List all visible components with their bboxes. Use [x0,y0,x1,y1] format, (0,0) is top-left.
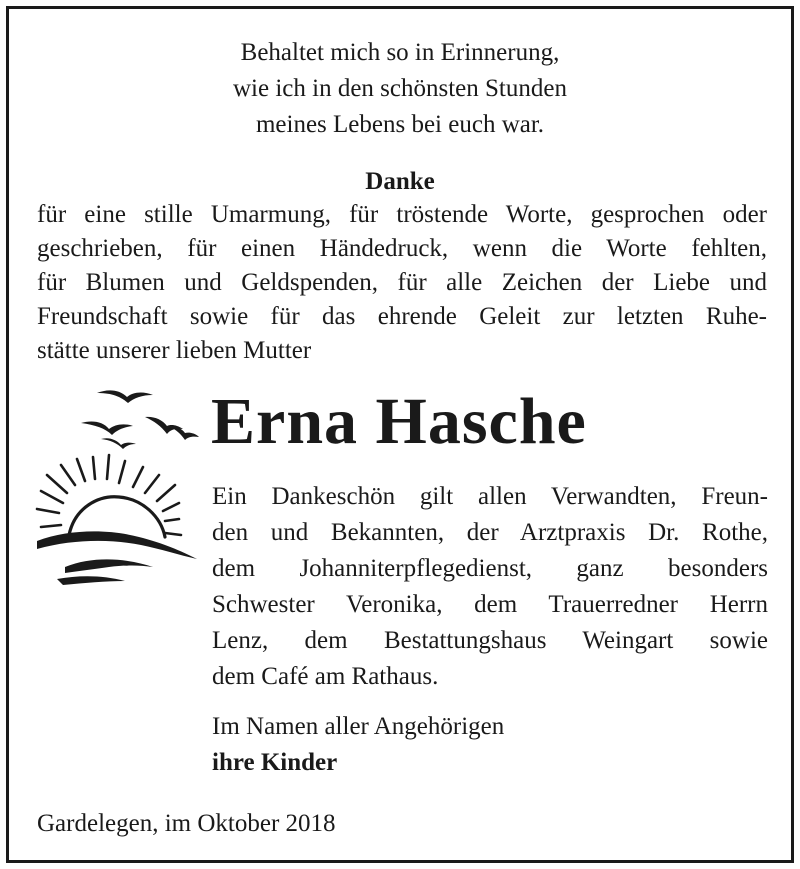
thanks-line: stätte unserer lieben Mutter [37,337,312,364]
closing-block [212,709,768,781]
poem-line: Behaltet mich so in Erinnerung, [240,39,560,66]
poem-line: meines Lebens bei euch war. [255,111,545,138]
place-date: Gardelegen, im Oktober 2018 [37,810,336,837]
thanks-line: für Blumen und Geldspenden, für alle Zeichen der Liebe und [37,269,767,296]
acknowledgement-paragraph [212,479,768,695]
acknowledgement-line: Ein Dankeschön gilt allen Verwandten, Freun- [212,483,768,510]
thanks-paragraph [37,198,767,368]
acknowledgement-line: Lenz, dem Bestattungshaus Weingart sowie [212,627,768,654]
notice-frame [6,6,794,863]
acknowledgement-line: dem Johanniterpflegedienst, ganz besonders [212,555,768,582]
memorial-poem [9,35,791,143]
acknowledgement-line: dem Café am Rathaus. [212,663,439,690]
deceased-name: Erna Hasche [211,385,587,458]
sunset-birds-icon [29,379,209,594]
acknowledgement-line: den und Bekannten, der Arztpraxis Dr. Rothe, [212,519,768,546]
closing-line: Im Namen aller Angehörigen [212,713,505,740]
thanks-line: Freundschaft sowie für das ehrende Geleit zur letzten Ruhe- [37,303,767,330]
thanks-line: geschrieben, für einen Händedruck, wenn die Worte fehlten, [37,235,767,262]
acknowledgement-line: Schwester Veronika, dem Trauerredner Herrn [212,591,768,618]
thanks-line: für eine stille Umarmung, für tröstende Worte, gesprochen oder [37,201,767,228]
poem-line: wie ich in den schönsten Stunden [233,75,567,102]
thanks-heading: Danke [365,168,435,195]
signature: ihre Kinder [212,749,338,776]
